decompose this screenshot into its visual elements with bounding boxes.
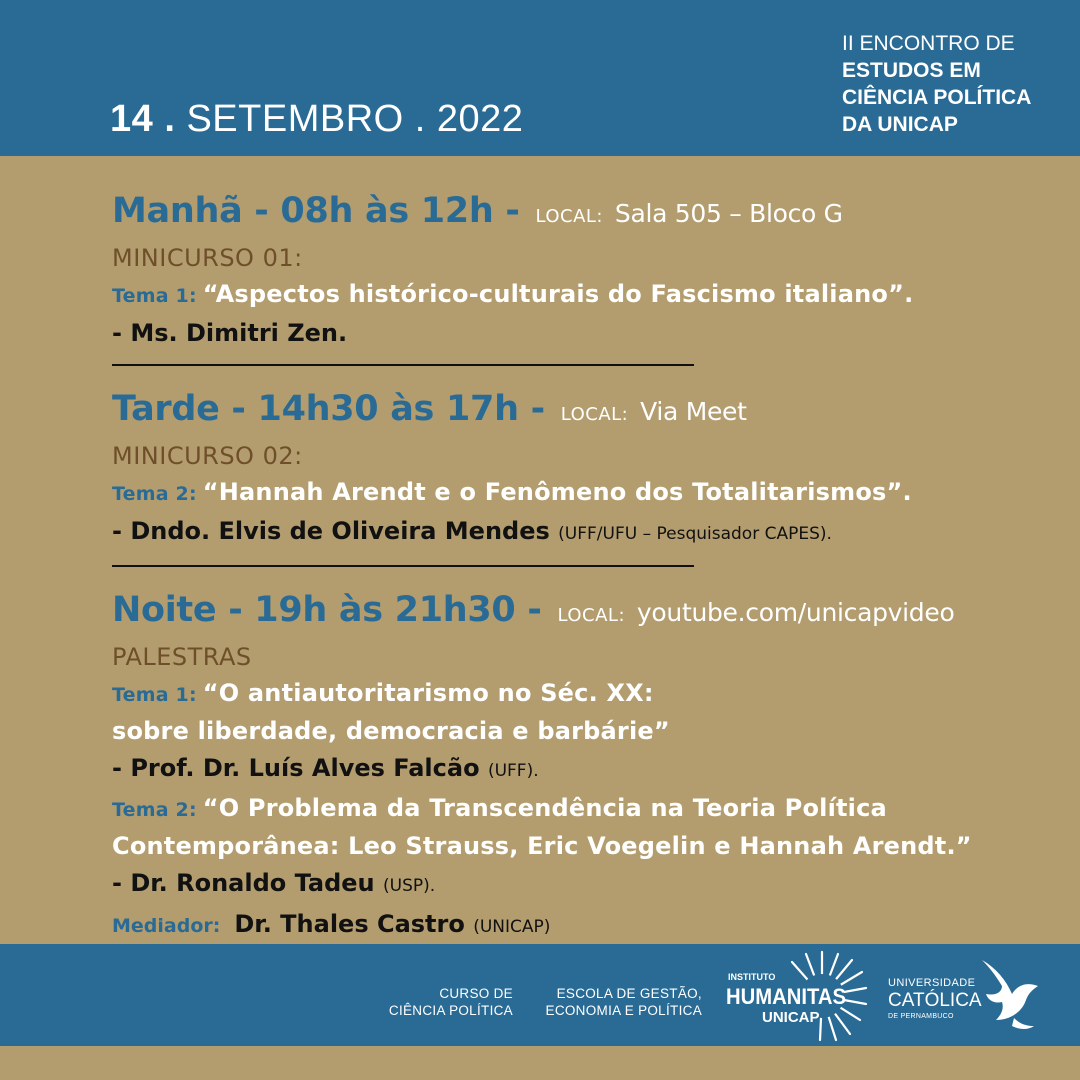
divider [112,364,694,366]
speaker-affiliation: (UFF). [487,761,539,781]
speaker-name: - Dndo. Elvis de Oliveira Mendes [112,517,550,545]
tema-line [112,276,1052,314]
mediator-label: Mediador: [112,915,221,937]
speaker-name: - Prof. Dr. Luís Alves Falcão [112,754,480,782]
speaker [112,512,1052,553]
event-title [842,30,1072,138]
unicap-logo [886,954,1056,1038]
humanitas-logo [722,950,870,1042]
curso-ciencia-politica-label [380,985,513,1019]
tema-line [112,790,1052,828]
tema-line [112,474,1052,512]
speaker [112,864,1052,905]
date-day: 14 . [110,98,176,140]
tema-text: “O antiautoritarismo no Séc. XX: [202,679,654,707]
local-value: Via Meet [640,397,747,426]
schedule [112,188,1052,946]
mediator [112,905,1052,946]
tema-label: Tema 1: [112,285,197,307]
speaker-name: - Dr. Ronaldo Tadeu [112,869,375,897]
tema-label: Tema 1: [112,684,197,706]
speaker [112,749,1052,790]
catolica-line2: CATÓLICA [888,990,982,1011]
catolica-line1: UNIVERSIDADE [888,977,976,989]
dove-icon [982,960,1038,1029]
event-title-line: DA UNICAP [842,113,958,136]
footer-bar [0,944,1080,1046]
tema-line [112,675,1052,713]
section-title: MINICURSO 02: [112,442,303,470]
section-title: MINICURSO 01: [112,244,303,272]
tema-text-continued: sobre liberdade, democracia e barbárie” [112,717,670,745]
escola-gestao-label [530,985,702,1019]
humanitas-line2: HUMANITAS [726,984,846,1009]
local-value: Sala 505 – Bloco G [614,199,843,228]
tema-text: “O Problema da Transcendência na Teoria Política [202,794,887,822]
tema-text: “Hannah Arendt e o Fenômeno dos Totalitarismos”. [202,478,912,506]
speaker: - Ms. Dimitri Zen. [112,319,348,347]
tema-text-continued: Contemporânea: Leo Strauss, Eric Voegelin e Hannah Arendt.” [112,832,972,860]
footer-text-line: CURSO DE [439,986,513,1001]
night-period [112,587,1052,639]
divider [112,565,694,567]
morning-period [112,188,1052,240]
footer-text-line: ESCOLA DE GESTÃO, [556,986,702,1001]
tema-text: “Aspectos histórico-culturais do Fascismo italiano”. [202,280,914,308]
period-time: Tarde - 14h30 às 17h - [112,389,545,429]
event-title-line: ESTUDOS EM [842,59,981,82]
mediator-affiliation: (UNICAP) [473,917,551,937]
footer-text-line: CIÊNCIA POLÍTICA [388,1003,513,1018]
event-title-line: II ENCONTRO DE [842,32,1015,55]
header-bar [0,0,1080,156]
period-time: Manhã - 08h às 12h - [112,191,520,231]
tema-label: Tema 2: [112,483,197,505]
humanitas-line3: UNICAP [762,1009,820,1026]
section-title: PALESTRAS [112,643,252,671]
event-date [110,98,523,141]
footer-text-line: ECONOMIA E POLÍTICA [545,1003,702,1018]
speaker-affiliation: (UFF/UFU – Pesquisador CAPES). [558,524,832,544]
local-label: LOCAL: [560,404,629,425]
speaker-affiliation: (USP). [383,876,436,896]
local-label: LOCAL: [557,605,626,626]
period-time: Noite - 19h às 21h30 - [112,590,542,630]
date-month-year: SETEMBRO . 2022 [175,98,524,140]
afternoon-period [112,386,1052,438]
catolica-line3: DE PERNAMBUCO [888,1013,954,1020]
tema-label: Tema 2: [112,799,197,821]
event-title-line: CIÊNCIA POLÍTICA [842,86,1032,109]
local-value: youtube.com/unicapvideo [636,598,955,627]
local-label: LOCAL: [535,206,603,227]
humanitas-line1: INSTITUTO [728,972,776,982]
mediator-name: Dr. Thales Castro [234,910,465,938]
